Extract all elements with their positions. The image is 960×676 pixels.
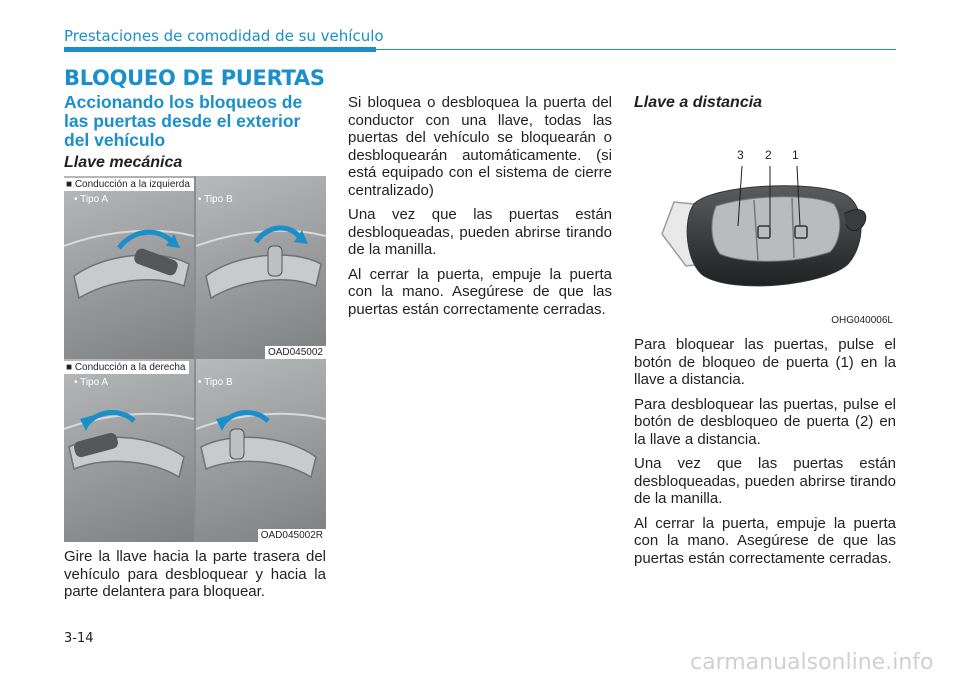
paragraph-lock-remote: Para bloquear las puertas, pulse el botón de bloqueo de puerta (1) en la llave a distancia. xyxy=(634,336,896,388)
remote-key-heading: Llave a distancia xyxy=(634,94,763,111)
paragraph-close-door-remote: Al cerrar la puerta, empuje la puerta con la mano. Asegúrese de que las puertas están correctamente cerradas. xyxy=(634,514,896,567)
callout-1: 1 xyxy=(792,148,799,162)
running-header: Prestaciones de comodidad de su vehículo xyxy=(64,27,384,45)
door-panel-type-a xyxy=(64,359,194,542)
callout-3: 3 xyxy=(737,148,744,162)
figure-rhd xyxy=(64,359,326,542)
paragraph-unlocked-doors-remote: Una vez que las puertas están desbloqueadas, pueden abrirse tirando de la manilla. xyxy=(634,455,896,507)
paragraph-unlock-remote: Para desbloquear las puertas, pulse el botón de desbloqueo de puerta (2) en la llave a distancia. xyxy=(634,395,896,448)
figure-code-rhd: OAD045002R xyxy=(258,529,326,542)
right-column-text xyxy=(634,336,896,574)
paragraph-central-locking: Si bloquea o desbloquea la puerta del conductor con una llave, todas las puertas del vehículo se bloquearán o desbloquearán automáticamente. (si está equipado con el sistema de cierre centralizado) xyxy=(348,94,612,199)
figure-code-lhd: OAD045002 xyxy=(265,346,326,359)
lhd-label-text: Conducción a la izquierda xyxy=(74,179,190,190)
type-a-label: • Tipo A xyxy=(74,194,109,205)
watermark: carmanualsonline.info xyxy=(690,650,934,675)
figure-code-remote: OHG040006L xyxy=(828,314,896,327)
type-a-label: • Tipo A xyxy=(74,377,109,388)
page-number: 3-14 xyxy=(64,631,94,646)
door-panel-type-a xyxy=(64,176,194,359)
subsection-title: Accionando los bloqueos de las puertas desde el exterior del vehículo xyxy=(64,92,303,150)
type-b-label: • Tipo B xyxy=(198,194,233,205)
callout-2: 2 xyxy=(765,148,772,162)
lhd-label: ■ Conducción a la izquierda xyxy=(64,178,194,191)
rhd-label: ■ Conducción a la derecha xyxy=(64,361,189,374)
middle-column-text xyxy=(348,94,612,325)
rhd-label-text: Conducción a la derecha xyxy=(74,362,186,373)
header-accent-bar xyxy=(64,47,376,52)
paragraph-unlocked-doors: Una vez que las puertas están desbloqueadas, pueden abrirse tirando de la manilla. xyxy=(348,206,612,258)
mechanical-key-caption xyxy=(64,548,326,608)
door-panel-type-b xyxy=(196,176,326,359)
caption-paragraph: Gire la llave hacia la parte trasera del vehículo para desbloquear y hacia la parte delantera para bloquear. xyxy=(64,548,326,600)
section-title: BLOQUEO DE PUERTAS xyxy=(64,66,325,90)
mechanical-key-heading: Llave mecánica xyxy=(64,154,183,171)
header-rule xyxy=(376,49,896,50)
figure-remote-key xyxy=(634,124,896,329)
door-panel-type-b xyxy=(196,359,326,542)
figure-lhd xyxy=(64,176,326,359)
paragraph-close-door: Al cerrar la puerta, empuje la puerta con la mano. Asegúrese de que las puertas están correctamente cerradas. xyxy=(348,265,612,318)
type-b-label: • Tipo B xyxy=(198,377,233,388)
